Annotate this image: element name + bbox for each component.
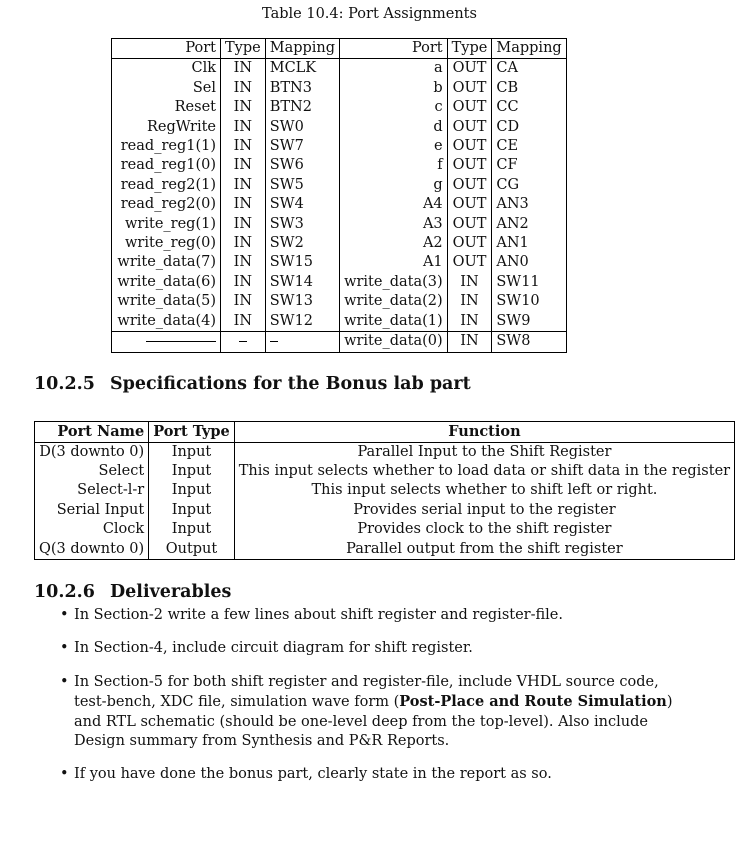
table-cell: OUT: [447, 195, 492, 214]
table-cell: read_reg1(0): [120, 157, 216, 174]
table-cell: a: [340, 59, 448, 79]
section-number: 10.2.6: [34, 582, 95, 602]
column-header: Mapping: [492, 39, 566, 59]
table-cell: read_reg2(0): [120, 196, 216, 213]
table-cell: IN: [447, 332, 492, 352]
list-item: [60, 639, 680, 658]
table-cell: IN: [221, 59, 266, 79]
table-cell: IN: [221, 215, 266, 234]
table-row: [112, 215, 567, 234]
table-row: [112, 253, 567, 272]
table-cell: D(3 downto 0): [39, 443, 145, 460]
table-cell: SW7: [265, 137, 339, 156]
list-item-bold: Post-Place and Route Simulation: [399, 693, 667, 711]
table-cell: Input: [149, 481, 235, 500]
table-cell: write_data(0): [340, 332, 448, 352]
table-cell: read_reg2(1): [120, 176, 216, 193]
bullet-icon: •: [60, 607, 69, 623]
list-item-text: ) and RTL schematic (should be one-level deep from the top-level). Also include Design summary from Synthesis and P&R Reports.: [74, 694, 673, 750]
table-cell: Input: [149, 462, 235, 481]
column-header: Mapping: [265, 39, 339, 59]
table-cell: Parallel Input to the Shift Register: [234, 442, 734, 462]
table-cell: IN: [221, 273, 266, 292]
empty-dash: [146, 341, 216, 342]
table-cell: CD: [492, 118, 566, 137]
table-cell: AN2: [492, 215, 566, 234]
table-cell: IN: [221, 79, 266, 98]
table-cell: write_data(1): [340, 312, 448, 332]
section-heading-bonus: [34, 374, 471, 394]
column-header: Port Name: [35, 422, 149, 443]
table-cell: AN1: [492, 234, 566, 253]
table-cell: write_data(4): [117, 312, 216, 329]
table-row: [112, 137, 567, 156]
table-cell: IN: [447, 312, 492, 332]
table-cell: MCLK: [265, 59, 339, 79]
table-cell: IN: [221, 156, 266, 175]
table-row: [35, 462, 735, 481]
deliverables-list: [60, 606, 680, 799]
section-title: Deliverables: [110, 582, 232, 602]
table-cell: SW0: [265, 118, 339, 137]
table-cell: CB: [492, 79, 566, 98]
table-cell: SW13: [265, 292, 339, 311]
list-item: [60, 765, 680, 784]
table-cell: AN3: [492, 195, 566, 214]
table-row: [112, 156, 567, 175]
table-cell: CC: [492, 98, 566, 117]
bullet-icon: •: [60, 640, 69, 657]
column-header: Port: [340, 39, 448, 59]
table-cell: Reset: [174, 99, 216, 116]
table-row: [35, 540, 735, 560]
table-row: [112, 292, 567, 311]
table-cell: SW15: [265, 253, 339, 272]
table-row: [112, 118, 567, 137]
table-cell: SW6: [265, 156, 339, 175]
table-row: [35, 481, 735, 500]
table-cell: Q(3 downto 0): [39, 540, 145, 557]
section-heading-deliverables: [34, 582, 231, 602]
table-cell: OUT: [447, 156, 492, 175]
table-cell: f: [340, 156, 448, 175]
table-cell: Provides serial input to the register: [234, 501, 734, 520]
table-cell: SW11: [492, 273, 566, 292]
list-item-text: In Section-2 write a few lines about shift register and register-file.: [74, 607, 563, 623]
table-cell: CF: [492, 156, 566, 175]
table-row: [112, 176, 567, 195]
table-cell: e: [340, 137, 448, 156]
table-cell: Select: [98, 462, 145, 479]
table-row: [112, 234, 567, 253]
table-cell: IN: [221, 137, 266, 156]
table-cell: write_data(3): [340, 273, 448, 292]
table-row: [112, 332, 567, 352]
table-cell: A4: [340, 195, 448, 214]
table-header-row: [35, 422, 735, 443]
table-cell: IN: [221, 176, 266, 195]
list-item-text: In Section-4, include circuit diagram for shift register.: [74, 640, 473, 657]
table-cell: AN0: [492, 253, 566, 272]
table-cell: IN: [221, 234, 266, 253]
table-cell: A3: [340, 215, 448, 234]
table-cell: CA: [492, 59, 566, 79]
table-row: [112, 312, 567, 332]
table-cell: Input: [149, 442, 235, 462]
table-cell: OUT: [447, 176, 492, 195]
empty-dash: [270, 341, 278, 342]
table-cell: Input: [149, 501, 235, 520]
column-header: Port: [112, 39, 221, 59]
table-cell: BTN3: [265, 79, 339, 98]
table-cell: OUT: [447, 234, 492, 253]
column-header: Function: [234, 422, 734, 443]
port-assignments-table: [111, 38, 567, 353]
table-row: [112, 79, 567, 98]
table-cell: CE: [492, 137, 566, 156]
table-cell: Output: [149, 540, 235, 560]
table-cell: IN: [221, 253, 266, 272]
table-cell: A2: [340, 234, 448, 253]
table-cell: c: [340, 98, 448, 117]
list-item: [60, 673, 680, 752]
table-cell: write_data(7): [117, 254, 216, 271]
table-cell: [265, 332, 339, 352]
table-cell: OUT: [447, 215, 492, 234]
bullet-icon: •: [60, 673, 69, 690]
empty-dash: [239, 341, 247, 342]
table-cell: Provides clock to the shift register: [234, 520, 734, 539]
spec-table-body: [35, 442, 735, 559]
table-row: [112, 195, 567, 214]
table-cell: RegWrite: [146, 118, 216, 135]
table-header-row: [112, 39, 567, 59]
table-cell: IN: [447, 273, 492, 292]
table-cell: OUT: [447, 79, 492, 98]
table-cell: write_reg(1): [125, 215, 216, 232]
table-cell: Parallel output from the shift register: [234, 540, 734, 560]
table-cell: SW10: [492, 292, 566, 311]
table-cell: write_data(6): [117, 273, 216, 290]
table-cell: IN: [221, 118, 266, 137]
table-cell: d: [340, 118, 448, 137]
section-number: 10.2.5: [34, 374, 95, 394]
table-cell: read_reg1(1): [120, 138, 216, 155]
table-row: [35, 520, 735, 539]
table-cell: Input: [149, 520, 235, 539]
list-item: [60, 606, 680, 625]
table-cell: SW2: [265, 234, 339, 253]
table-cell: Clk: [191, 60, 216, 77]
table-cell: OUT: [447, 118, 492, 137]
section-title: Specifications for the Bonus lab part: [110, 374, 471, 394]
table-cell: write_data(5): [117, 293, 216, 310]
table-cell: Serial Input: [56, 501, 145, 518]
table-cell: g: [340, 176, 448, 195]
table-cell: A1: [340, 253, 448, 272]
table-cell: This input selects whether to load data or shift data in the register: [234, 462, 734, 481]
table-cell: IN: [221, 292, 266, 311]
column-header: Port Type: [149, 422, 235, 443]
table-cell: IN: [221, 98, 266, 117]
table-cell: OUT: [447, 59, 492, 79]
table-cell: OUT: [447, 137, 492, 156]
column-header: Type: [447, 39, 492, 59]
table-cell: SW14: [265, 273, 339, 292]
table-cell: b: [340, 79, 448, 98]
column-header: Type: [221, 39, 266, 59]
table-cell: IN: [221, 312, 266, 332]
table-cell: BTN2: [265, 98, 339, 117]
table-row: [112, 98, 567, 117]
table-cell: SW9: [492, 312, 566, 332]
table-cell: SW12: [265, 312, 339, 332]
table-cell: SW3: [265, 215, 339, 234]
table-cell: SW5: [265, 176, 339, 195]
list-item-text: If you have done the bonus part, clearly state in the report as so.: [74, 766, 552, 783]
table-cell: write_reg(0): [125, 235, 216, 252]
table-cell: Clock: [102, 521, 145, 538]
table-row: [35, 442, 735, 462]
table-caption: Table 10.4: Port Assignments: [262, 6, 477, 22]
table-cell: This input selects whether to shift left or right.: [234, 481, 734, 500]
table-cell: OUT: [447, 98, 492, 117]
table-row: [112, 273, 567, 292]
table-cell: [221, 332, 266, 352]
port-table-body: [112, 59, 567, 332]
table-cell: Sel: [192, 79, 216, 96]
table-row: [35, 501, 735, 520]
bonus-spec-table: [34, 421, 735, 560]
table-cell: IN: [447, 292, 492, 311]
table-cell: CG: [492, 176, 566, 195]
table-row: [112, 59, 567, 79]
table-cell: IN: [221, 195, 266, 214]
table-cell: SW8: [492, 332, 566, 352]
bullet-icon: •: [60, 766, 69, 783]
table-cell: [112, 332, 221, 352]
list-item-text: In Section-5 for both shift register and register-file, include VHDL source code, test-bench, XDC file, simulation wave form (: [74, 673, 659, 711]
table-cell: OUT: [447, 253, 492, 272]
table-cell: SW4: [265, 195, 339, 214]
table-cell: write_data(2): [340, 292, 448, 311]
table-cell: Select-l-r: [77, 482, 145, 499]
